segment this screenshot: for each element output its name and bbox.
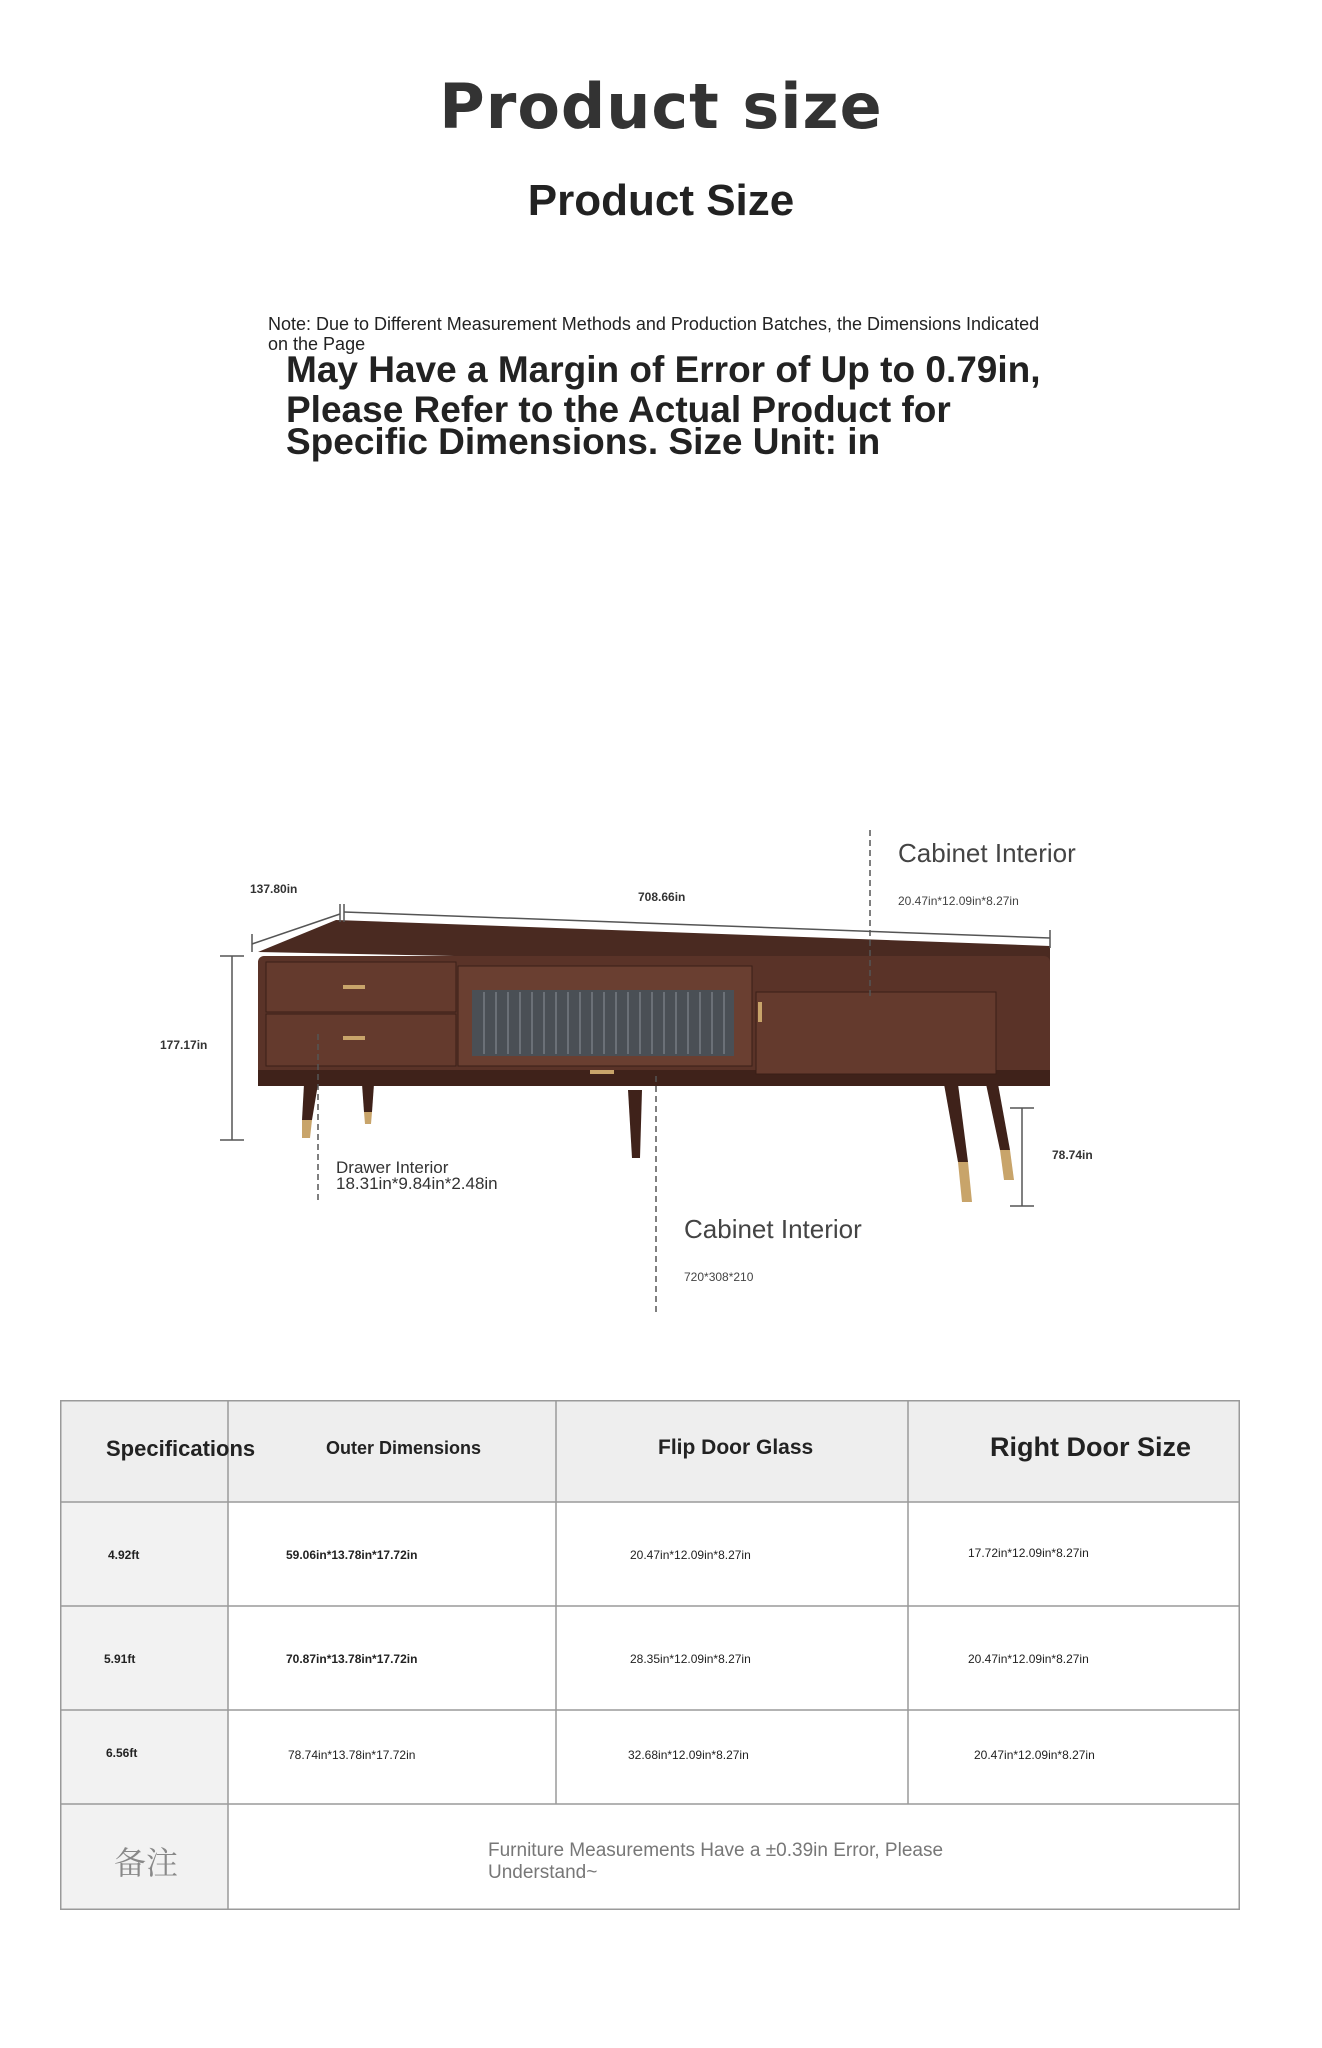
row1-flip: 20.47in*12.09in*8.27in [630,1548,751,1562]
row1-spec: 4.92ft [108,1548,140,1562]
drawer-bottom-handle [343,1036,365,1040]
row3-flip: 32.68in*12.09in*8.27in [628,1748,749,1762]
cabinet-interior-top-size: 20.47in*12.09in*8.27in [898,894,1019,908]
remark-text: Furniture Measurements Have a ±0.39in Error, Please Understand~ [488,1840,944,1883]
header-specifications: Specifications [106,1436,256,1461]
note-big-line-2: Please Refer to the Actual Product for [286,389,951,430]
drawer-top-handle [343,985,365,989]
row3-outer: 78.74in*13.78in*17.72in [288,1748,416,1762]
row1-outer: 59.06in*13.78in*17.72in [286,1548,418,1562]
dimension-depth: 137.80in [250,882,298,896]
row3-right: 20.47in*12.09in*8.27in [974,1748,1095,1762]
note-small-text: Note: Due to Different Measurement Methods and Production Batches, the Dimensions Indicated on the Page [268,314,1040,354]
cabinet-interior-bottom-title: Cabinet Interior [684,1214,862,1244]
cabinet-interior-top-title: Cabinet Interior [898,838,1076,868]
cabinet-interior-bottom-size: 720*308*210 [684,1270,754,1284]
row3-spec: 6.56ft [106,1746,138,1760]
header-flip-door-glass: Flip Door Glass [658,1436,814,1459]
row2-right: 20.47in*12.09in*8.27in [968,1652,1089,1666]
note-big-line-1: May Have a Margin of Error of Up to 0.79in, [286,349,1041,390]
header-right-door-size: Right Door Size [990,1432,1191,1462]
glass-ribs [484,992,724,1054]
page-subtitle: Product Size [527,176,795,225]
remark-label: 备注 [114,1844,179,1882]
dimension-length: 708.66in [638,890,686,904]
dimension-height: 177.17in [160,1038,208,1052]
drawer-interior-size: 18.31in*9.84in*2.48in [336,1174,498,1193]
note-big-line-3: Specific Dimensions. Size Unit: in [286,421,881,462]
row2-flip: 28.35in*12.09in*8.27in [630,1652,751,1666]
row1-right: 17.72in*12.09in*8.27in [968,1546,1089,1560]
flip-door-handle [590,1070,614,1074]
drawer-interior-title: Drawer Interior [336,1158,449,1177]
right-door [756,992,996,1074]
header-outer-dimensions: Outer Dimensions [326,1438,482,1458]
right-door-handle [758,1002,762,1022]
row2-spec: 5.91ft [104,1652,136,1666]
dimension-leg-height: 78.74in [1052,1148,1093,1162]
spec-table [60,1400,1240,1910]
page-title: Product size [439,70,883,143]
row2-outer: 70.87in*13.78in*17.72in [286,1652,418,1666]
